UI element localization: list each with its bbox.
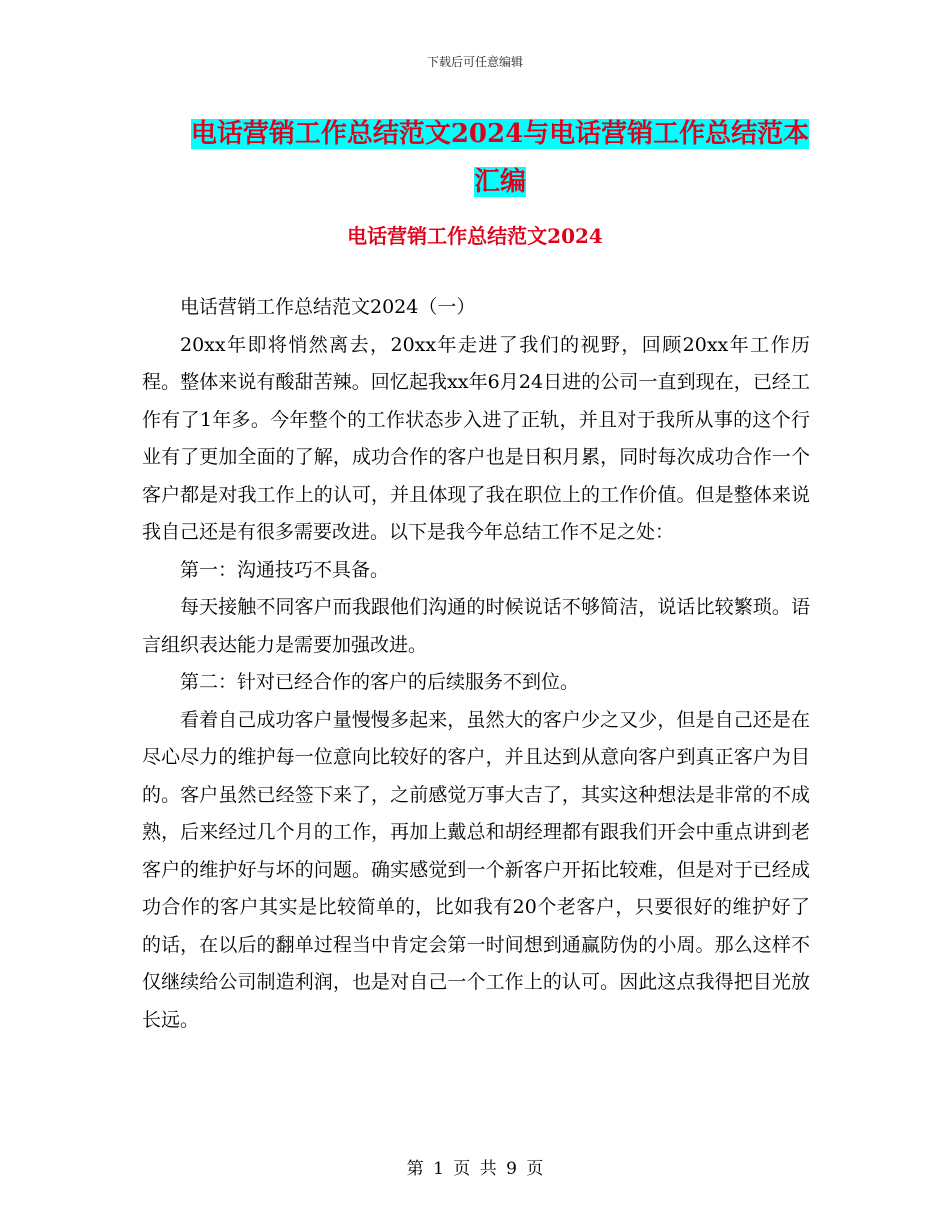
section-title: 电话营销工作总结范文2024 [347, 224, 603, 248]
page-footer: 第 1 页 共 9 页 [406, 1159, 544, 1179]
document-title-text: 电话营销工作总结范文2024与电话营销工作总结范本汇编 [190, 119, 810, 197]
paragraph: 看着自己成功客户量慢慢多起来，虽然大的客户少之又少，但是自己还是在尽心尽力的维护每一位意向比较好的客户，并且达到从意向客户到真正客户为目的。客户虽然已经签下来了，之前感觉万事大吉了，其实这种想法是非常的不成熟，后来经过几个月的工作，再加上戴总和胡经理都有跟我们开会中重点讲到老客户的维护好与坏的问题。确实感觉到一个新客户开拓比较难，但是对于已经成功合作的客户其实是比较简单的，比如我有20个老客户，只要很好的维护好了的话，在以后的翻单过程当中肯定会第一时间想到通赢防伪的小周。那么这样不仅继续给公司制造利润，也是对自己一个工作上的认可。因此这点我得把目光放长远。 [142, 708, 810, 1031]
document-title [190, 110, 810, 206]
header-note: 下载后可任意编辑 [426, 55, 523, 69]
paragraph: 20xx年即将悄然离去，20xx年走进了我们的视野，回顾20xx年工作历程。整体来说有酸甜苦辣。回忆起我xx年6月24日进的公司一直到现在，已经工作有了1年多。今年整个的工作状态步入进了正轨，并且对于我所从事的这个行业有了更加全面的了解，成功合作的客户也是日积月累，同时每次成功合作一个客户都是对我工作上的认可，并且体现了我在职位上的工作价值。但是整体来说我自己还是有很多需要改进。以下是我今年总结工作不足之处： [142, 333, 810, 543]
paragraph: 每天接触不同客户而我跟他们沟通的时候说话不够简洁，说话比较繁琐。语言组织表达能力是需要加强改进。 [142, 596, 810, 656]
paragraph: 第一：沟通技巧不具备。 [180, 558, 390, 581]
paragraph: 电话营销工作总结范文2024（一） [180, 296, 476, 318]
paragraph: 第二：针对已经合作的客户的后续服务不到位。 [180, 671, 580, 693]
document-body [142, 289, 810, 1039]
